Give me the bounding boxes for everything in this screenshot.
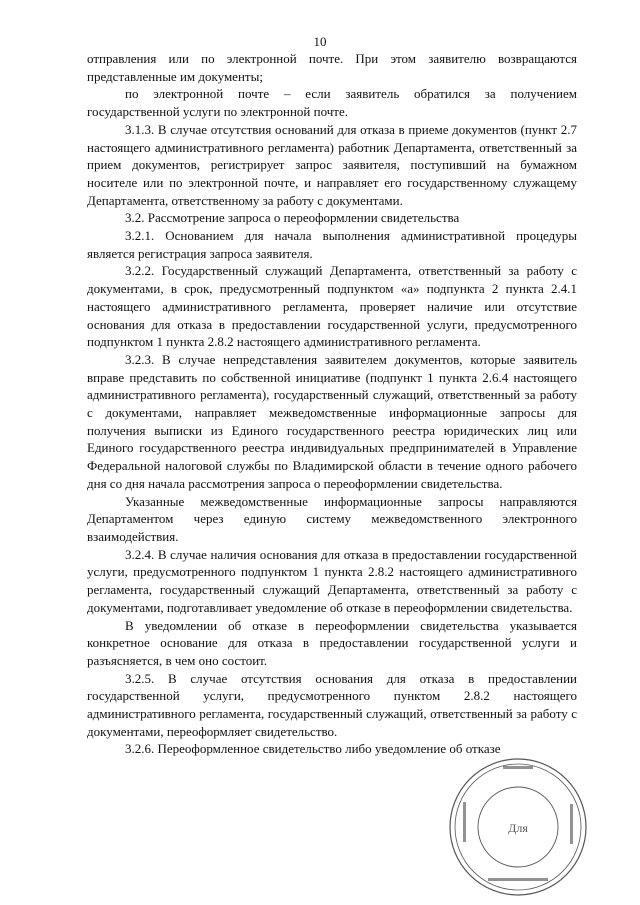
paragraph: 3.2.5. В случае отсутствия основания для отказа в предоставлении государственной услуги, предусмотренного пунктом 2.8.2 настоящего административного регламента, государственный служащий, ответственный за работу с документами, переоформляет свидетельство. bbox=[87, 670, 577, 739]
paragraph: 3.1.3. В случае отсутствия оснований для отказа в приеме документов (пункт 2.7 настоящего административного регламента) работник Департамента, ответственный за прием документов, регистрирует запрос заявителя, поступивший на бумажном носителе или по электронной почте, и направляет его государственному служащему Департамента, ответственному за работу с документами. bbox=[87, 121, 577, 208]
paragraph: по электронной почте – если заявитель обратился за получением государственной услуги по электронной почте. bbox=[87, 86, 577, 120]
paragraph: 3.2.1. Основанием для начала выполнения административной процедуры является регистрация запроса заявителя. bbox=[87, 228, 577, 261]
page-number: 10 bbox=[313, 34, 327, 49]
section-heading: 3.2. Рассмотрение запроса о переоформлении свидетельства bbox=[125, 210, 460, 226]
paragraph: 3.2.2. Государственный служащий Департамента, ответственный за работу с документами, в срок, предусмотренный подпунктом «а» подпункта 2 пункта 2.4.1 настоящего административного регламента, проверяет наличие или отсутствие основания для отказа в предоставлении государственной услуги, предусмотренного подпунктом 1 пункта 2.8.2 настоящего административного регламента. bbox=[87, 263, 577, 350]
document-body bbox=[87, 50, 577, 758]
paragraph: 3.2.3. В случае непредставления заявителем документов, которые заявитель вправе представить по собственной инициативе (подпункт 1 пункта 2.6.4 настоящего административного регламента), государственный служащий, ответственный за работу с документами, направляет межведомственные информационные запросы для получения выписки из Единого государственного реестра юридических лиц или Единого государственного реестра индивидуальных предпринимателей в Управление Федеральной налоговой службы по Владимирской области в течение одного рабочего дня со дня начала рассмотрения запроса о переоформлении свидетельства. bbox=[87, 351, 577, 491]
paragraph: 3.2.4. В случае наличия основания для отказа в предоставлении государственной услуги, предусмотренного подпунктом 1 пункта 2.8.2 настоящего административного регламента, государственный служащий Департамента, ответственный за работу с документами, подготавливает уведомление об отказе в переоформлении свидетельства. bbox=[87, 546, 577, 615]
seal-text: Для bbox=[508, 821, 528, 835]
official-seal bbox=[443, 752, 593, 902]
paragraph: отправления или по электронной почте. При этом заявителю возвращаются представленные им документы; bbox=[87, 51, 577, 84]
paragraph: В уведомлении об отказе в переоформлении свидетельства указывается конкретное основание для отказа в предоставлении государственной услуги и разъясняется, в чем оно состоит. bbox=[87, 617, 577, 668]
paragraph: 3.2.6. Переоформленное свидетельство либо уведомление об отказе bbox=[125, 741, 501, 757]
paragraph: Указанные межведомственные информационные запросы направляются Департаментом через единую систему межведомственного электронного взаимодействия. bbox=[87, 493, 577, 544]
